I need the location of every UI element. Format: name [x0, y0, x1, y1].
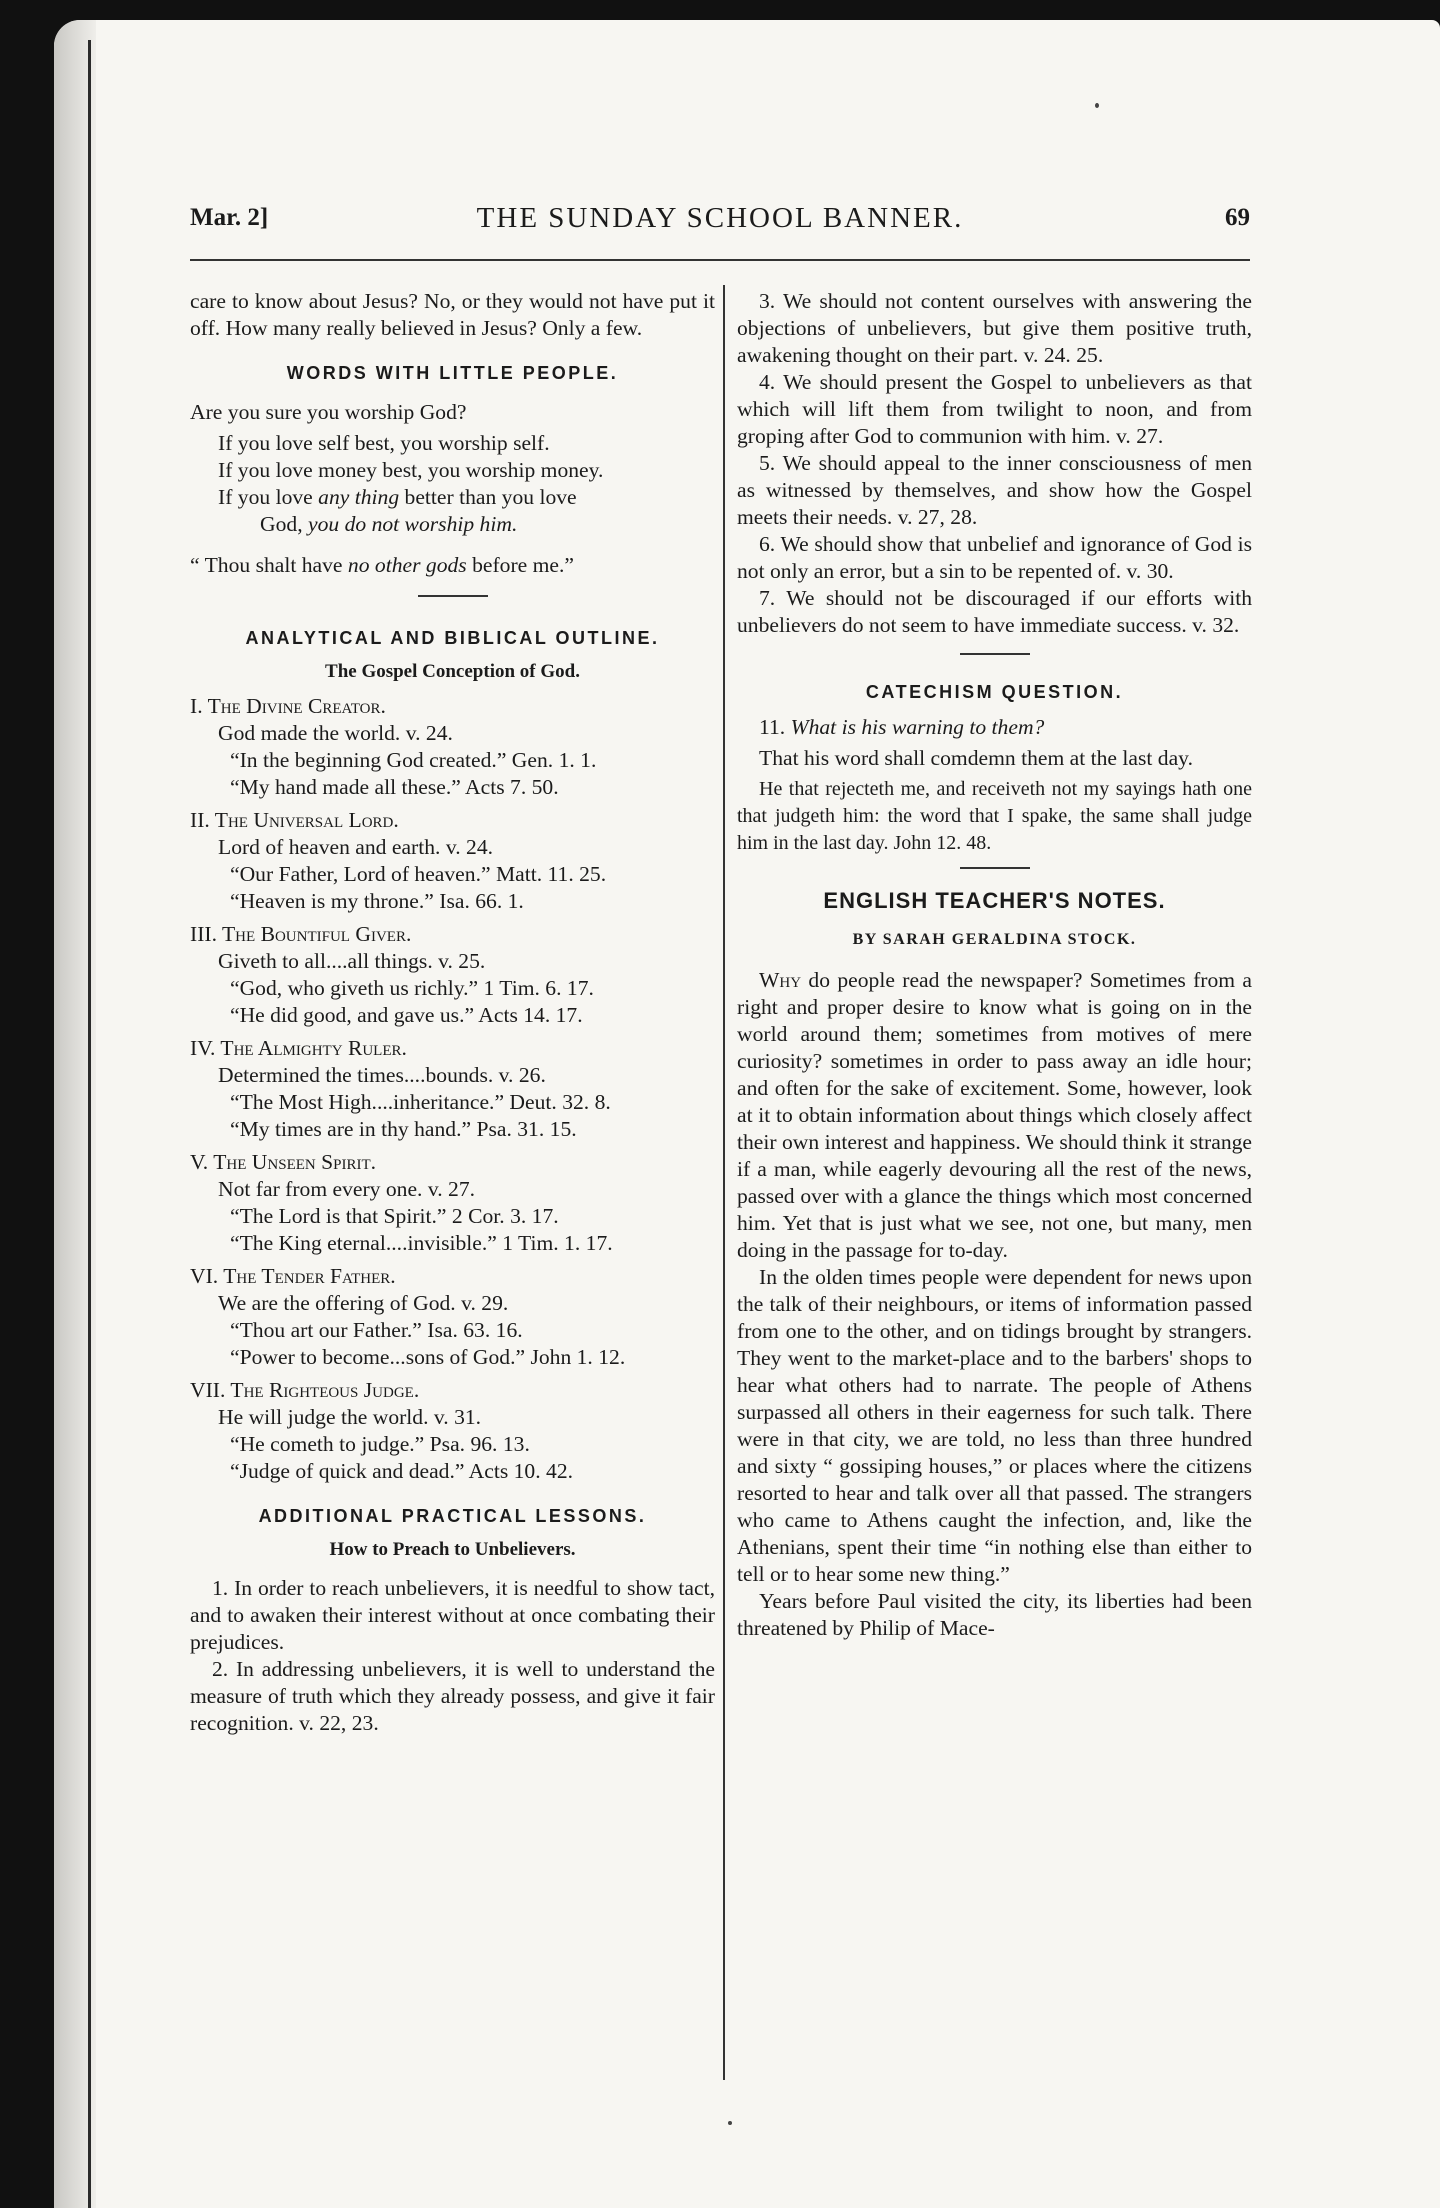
- lessons-subheading: How to Preach to Unbelievers.: [329, 1539, 576, 1560]
- right-column: [737, 288, 1252, 1642]
- scripture-quote: “My times are in thy hand.” Psa. 31. 15.: [230, 1117, 577, 1141]
- lesson-item: 7. We should not be discouraged if our efforts with unbelievers do not seem to have immediate success. v. 32.: [737, 586, 1252, 637]
- outline-section-line: He will judge the world. v. 31.: [218, 1405, 482, 1429]
- scripture-quote: “The Lord is that Spirit.” 2 Cor. 3. 17.: [230, 1204, 559, 1228]
- outline-section-title: III. The Bountiful Giver.: [190, 922, 412, 946]
- worship-line: If you love any thing better than you love: [218, 485, 577, 509]
- outline-subheading: The Gospel Conception of God.: [325, 661, 580, 682]
- notes-paragraph: Why do people read the newspaper? Sometimes from a right and proper desire to know what is going on in the world around them; sometimes from motives of mere curiosity? sometimes in order to pass away an idle hour; and often for the sake of excitement. Some, however, look at it to obtain information about things which closely affect their own interest and happiness. We should think it strange if a man, while eagerly devouring all the rest of the news, passed over with a glance the things which most concerned him. Yet that is just what we see, not one, but many, men doing in the passage for to-day.: [737, 968, 1252, 1262]
- lesson-item: 3. We should not content ourselves with answering the objections of unbelievers, but give them positive truth, awakening thought on their part. v. 24. 25.: [737, 289, 1252, 367]
- page-number: 69: [1225, 204, 1250, 231]
- issue-date: Mar. 2]: [190, 204, 269, 231]
- outline-section-title: VII. The Righteous Judge.: [190, 1378, 420, 1402]
- lesson-item: 5. We should appeal to the inner consciousness of men as witnessed by themselves, and show how the Gospel meets their needs. v. 27, 28.: [737, 451, 1252, 529]
- speck: [1095, 103, 1099, 108]
- scripture-quote: “Heaven is my throne.” Isa. 66. 1.: [230, 889, 524, 913]
- scripture-quote: “Our Father, Lord of heaven.” Matt. 11. 25.: [230, 862, 607, 886]
- scripture-quote: “In the beginning God created.” Gen. 1. 1.: [230, 748, 597, 772]
- scripture-quote: “The Most High....inheritance.” Deut. 32. 8.: [230, 1090, 611, 1114]
- scripture-quote: “Judge of quick and dead.” Acts 10. 42.: [230, 1459, 574, 1483]
- lesson-item: 1. In order to reach unbelievers, it is needful to show tact, and to awaken their interest without at once combating their prejudices.: [190, 1576, 715, 1654]
- scripture-quote: “He did good, and gave us.” Acts 14. 17.: [230, 1003, 583, 1027]
- outline-section-title: IV. The Almighty Ruler.: [190, 1036, 407, 1060]
- publication-title: THE SUNDAY SCHOOL BANNER.: [476, 202, 964, 234]
- scripture-quote: “My hand made all these.” Acts 7. 50.: [230, 775, 559, 799]
- left-column: [190, 288, 715, 1737]
- lesson-item: 2. In addressing unbelievers, it is well to understand the measure of truth which they already possess, and give it fair recognition. v. 22, 23.: [190, 1657, 715, 1735]
- lessons-continued: [737, 288, 1252, 639]
- worship-line: God, you do not worship him.: [260, 512, 518, 536]
- scripture-quote: “Thou art our Father.” Isa. 63. 16.: [230, 1318, 523, 1342]
- outline-section-title: II. The Universal Lord.: [190, 808, 399, 832]
- outline-section-line: Not far from every one. v. 27.: [218, 1177, 476, 1201]
- worship-line: If you love self best, you worship self.: [218, 431, 550, 455]
- lesson-item: 6. We should show that unbelief and ignorance of God is not only an error, but a sin to be repented of. v. 30.: [737, 532, 1252, 583]
- catechism-answer: That his word shall comdemn them at the last day.: [759, 746, 1193, 770]
- outline-section-line: We are the offering of God. v. 29.: [218, 1291, 509, 1315]
- worship-question: Are you sure you worship God?: [190, 400, 467, 424]
- outline-section-title: V. The Unseen Spirit.: [190, 1150, 377, 1174]
- scripture-quote: “The King eternal....invisible.” 1 Tim. 1. 17.: [230, 1231, 613, 1255]
- outline-section-line: Lord of heaven and earth. v. 24.: [218, 835, 494, 859]
- notes-paragraph: Years before Paul visited the city, its liberties had been threatened by Philip of Mace-: [737, 1589, 1252, 1640]
- notes-paragraph: In the olden times people were dependent for news upon the talk of their neighbours, or items of information passed from one to the other, and on tidings brought by strangers. They went to the market-place and to the barbers' shops to hear what others had to narrate. The people of Athens surpassed all others in their eagerness for such talk. There were in that city, we are told, no less than three hundred and sixty “ gossiping houses,” or places where the citizens resorted to hear and talk over all that passed. The strangers who came to Athens caught the infection, and, like the Athenians, spent their time “in nothing else than either to tell or to hear some new thing.”: [737, 1265, 1252, 1586]
- catechism-heading: CATECHISM QUESTION.: [865, 682, 1124, 702]
- notes-byline: BY SARAH GERALDINA STOCK.: [852, 931, 1137, 948]
- catechism-question: 11. What is his warning to them?: [759, 715, 1045, 739]
- header-rule: [190, 259, 1250, 261]
- outline-section-line: God made the world. v. 24.: [218, 721, 453, 745]
- running-header: [190, 204, 1250, 244]
- outline-heading: ANALYTICAL AND BIBLICAL OUTLINE.: [245, 628, 660, 648]
- words-heading: WORDS WITH LITTLE PEOPLE.: [286, 363, 619, 383]
- notes-heading: ENGLISH TEACHER'S NOTES.: [823, 888, 1166, 913]
- scripture-quote: “God, who giveth us richly.” 1 Tim. 6. 17.: [230, 976, 594, 1000]
- catechism-scripture: He that rejecteth me, and receiveth not my sayings hath one that judgeth him: the word that I spake, the same shall judge him in the last day. John 12. 48.: [737, 778, 1252, 854]
- commandment: “ Thou shalt have no other gods before me.”: [190, 553, 574, 577]
- intro-paragraph: care to know about Jesus? No, or they would not have put it off. How many really believed in Jesus? Only a few.: [190, 289, 715, 340]
- worship-line: If you love money best, you worship money.: [218, 458, 604, 482]
- lesson-item: 4. We should present the Gospel to unbelievers as that which will lift them from twilight to noon, and from groping after God to communion with him. v. 27.: [737, 370, 1252, 448]
- outline-list: [190, 693, 715, 1491]
- speck: [728, 2121, 732, 2125]
- outline-section-line: Giveth to all....all things. v. 25.: [218, 949, 486, 973]
- binding-edge: [88, 40, 91, 2208]
- lessons-heading: ADDITIONAL PRACTICAL LESSONS.: [258, 1506, 647, 1526]
- column-divider: [723, 285, 725, 2080]
- scripture-quote: “He cometh to judge.” Psa. 96. 13.: [230, 1432, 530, 1456]
- scripture-quote: “Power to become...sons of God.” John 1. 12.: [230, 1345, 626, 1369]
- outline-section-title: VI. The Tender Father.: [190, 1264, 396, 1288]
- outline-section-title: I. The Divine Creator.: [190, 694, 386, 718]
- outline-section-line: Determined the times....bounds. v. 26.: [218, 1063, 546, 1087]
